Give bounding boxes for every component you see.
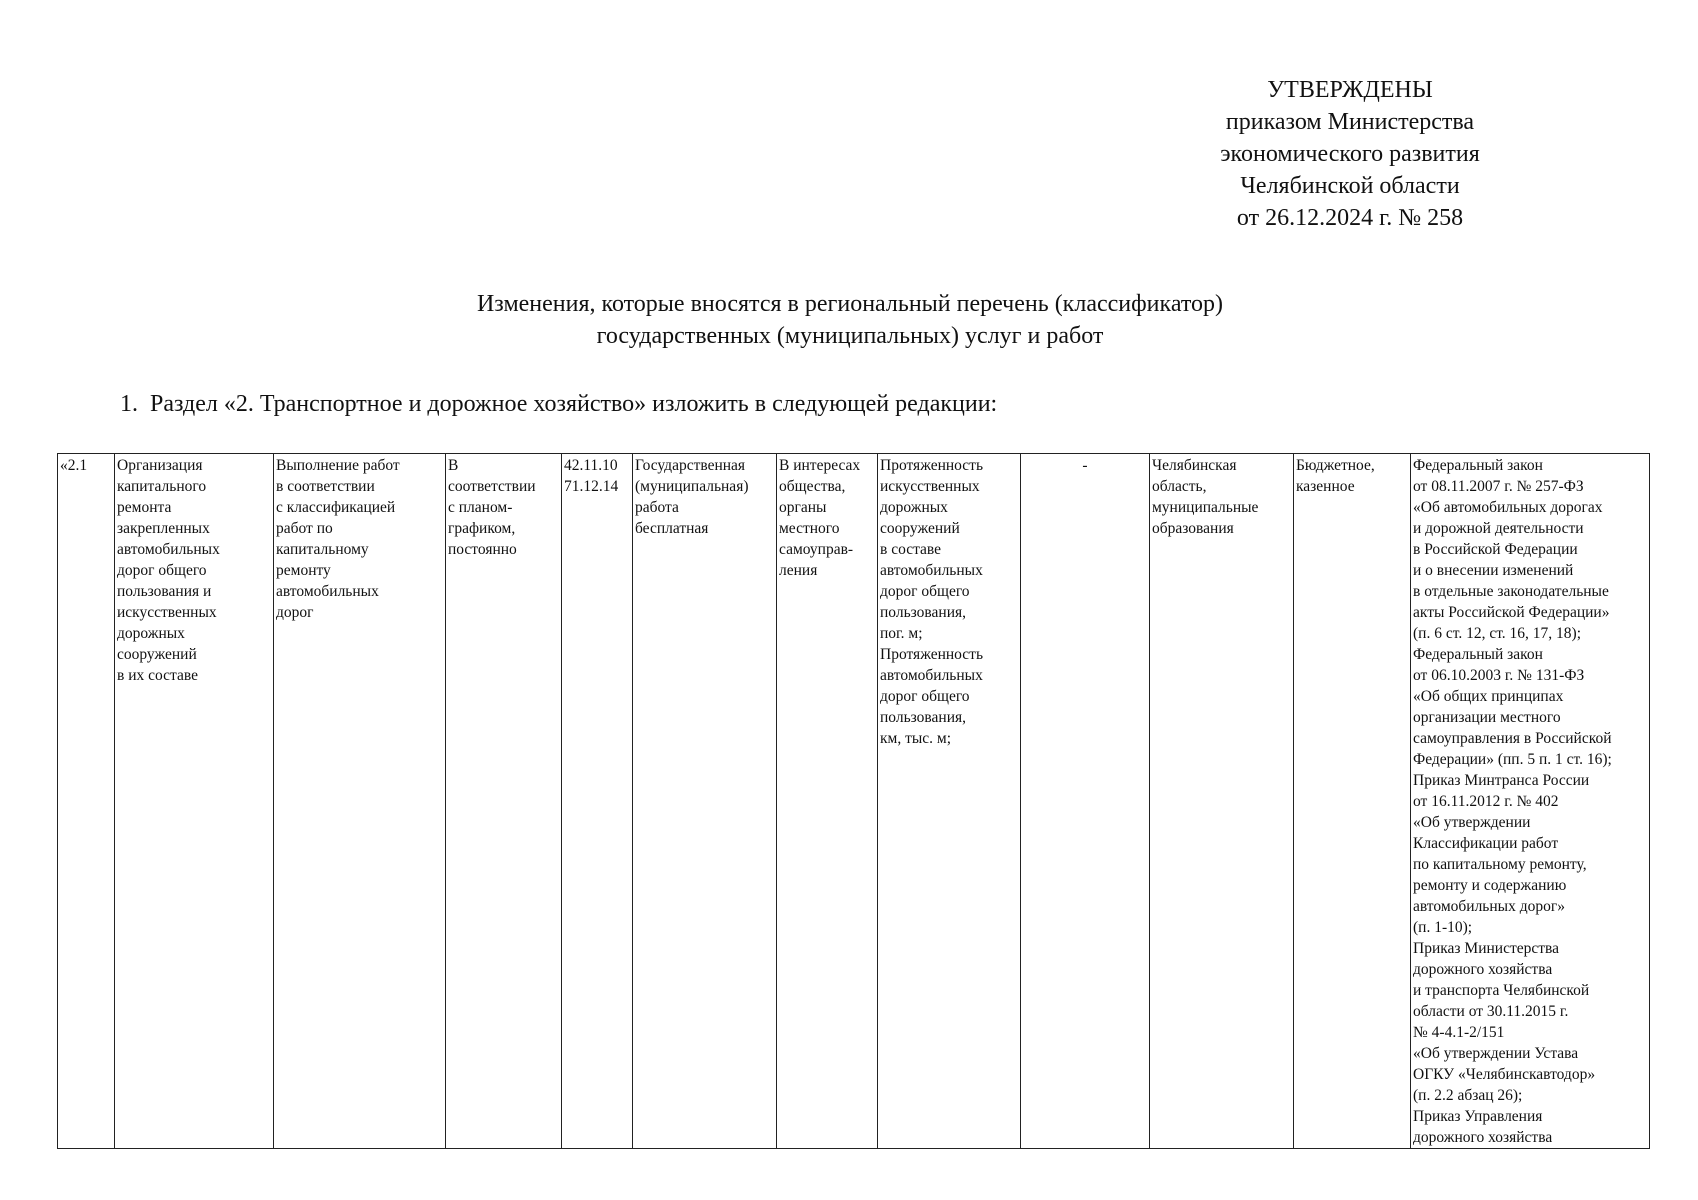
- approval-line: от 26.12.2024 г. № 258: [1236, 205, 1464, 231]
- cell-line: ОГКУ «Челябинскавтодор»: [1413, 1066, 1596, 1083]
- cell-consumers: [777, 454, 878, 1149]
- cell-line: по капитальному ремонту,: [1413, 856, 1587, 873]
- cell-line: бесплатная: [635, 520, 709, 537]
- cell-line: автомобильных: [880, 667, 983, 684]
- cell-periodicity: [446, 454, 562, 1149]
- cell-line: сооружений: [117, 646, 197, 663]
- cell-line: № 4-4.1-2/151: [1413, 1024, 1505, 1041]
- cell-line: (п. 2.2 абзац 26);: [1413, 1087, 1523, 1104]
- cell-line: 42.11.10: [564, 457, 618, 474]
- cell-line: Протяженность: [880, 646, 984, 663]
- cell-founder: [1150, 454, 1294, 1149]
- cell-line: в соответствии: [276, 478, 375, 495]
- cell-line: с классификацией: [276, 499, 396, 516]
- cell-line: пользования и: [117, 583, 212, 600]
- cell-line: органы: [779, 499, 827, 516]
- cell-line: организации местного: [1413, 709, 1561, 726]
- cell-line: от 16.11.2012 г. № 402: [1413, 793, 1559, 810]
- cell-line: Приказ Министерства: [1413, 940, 1560, 957]
- cell-content: [274, 454, 446, 1149]
- cell-line: работа: [635, 499, 679, 516]
- cell-line: местного: [779, 520, 840, 537]
- cell-line: от 06.10.2003 г. № 131-ФЗ: [1413, 667, 1585, 684]
- cell-line: дорожных: [117, 625, 185, 642]
- cell-line: образования: [1152, 520, 1234, 537]
- section-item: [120, 388, 997, 420]
- cell-line: дорожных: [880, 499, 948, 516]
- section-number: 1.: [120, 391, 138, 417]
- cell-line: самоуправ-: [779, 541, 854, 558]
- approval-line: УТВЕРЖДЕНЫ: [1267, 77, 1433, 103]
- cell-line: Федерации» (пп. 5 п. 1 ст. 16);: [1413, 751, 1612, 768]
- cell-line: Выполнение работ: [276, 457, 400, 474]
- cell-line: пог. м;: [880, 625, 923, 642]
- cell-line: закрепленных: [117, 520, 210, 537]
- cell-line: казенное: [1296, 478, 1355, 495]
- cell-line: акты Российской Федерации»: [1413, 604, 1610, 621]
- cell-line: автомобильных: [117, 541, 220, 558]
- cell-line: Государственная: [635, 457, 746, 474]
- cell-line: области от 30.11.2015 г.: [1413, 1003, 1569, 1020]
- cell-line: дорог общего: [880, 688, 970, 705]
- cell-line: в составе: [880, 541, 942, 558]
- cell-type: [633, 454, 777, 1149]
- approval-line: экономического развития: [1220, 141, 1480, 167]
- cell-line: «Об автомобильных дорогах: [1413, 499, 1603, 516]
- cell-line: Челябинская: [1152, 457, 1237, 474]
- cell-service-name: [115, 454, 274, 1149]
- cell-line: от 08.11.2007 г. № 257-ФЗ: [1413, 478, 1584, 495]
- cell-line: автомобильных: [880, 562, 983, 579]
- cell-line: ремонту: [276, 562, 331, 579]
- cell-line: 71.12.14: [564, 478, 619, 495]
- approval-line: приказом Министерства: [1225, 109, 1475, 135]
- cell-line: ремонту и содержанию: [1413, 877, 1567, 894]
- cell-code: [58, 454, 115, 1149]
- cell-line: и о внесении изменений: [1413, 562, 1574, 579]
- cell-line: в их составе: [117, 667, 198, 684]
- cell-line: «2.1: [60, 457, 88, 474]
- title-line: государственных (муниципальных) услуг и работ: [596, 323, 1104, 349]
- cell-line: постоянно: [448, 541, 517, 558]
- cell-line: пользования,: [880, 604, 967, 621]
- cell-line: Федеральный закон: [1413, 457, 1543, 474]
- cell-line: дорожного хозяйства: [1413, 1129, 1553, 1146]
- cell-line: и транспорта Челябинской: [1413, 982, 1590, 999]
- cell-volume-indicators: [878, 454, 1021, 1149]
- cell-quality-indicators: [1021, 454, 1150, 1149]
- cell-line: искусственных: [117, 604, 217, 621]
- cell-line: в Российской Федерации: [1413, 541, 1578, 558]
- cell-legal-basis: [1411, 454, 1650, 1149]
- cell-line: Классификации работ: [1413, 835, 1559, 852]
- cell-line: сооружений: [880, 520, 960, 537]
- cell-line: капитальному: [276, 541, 369, 558]
- cell-okved: [562, 454, 633, 1149]
- cell-line: общества,: [779, 478, 846, 495]
- approval-line: Челябинской области: [1240, 173, 1460, 199]
- cell-line: «Об общих принципах: [1413, 688, 1564, 705]
- cell-line: самоуправления в Российской: [1413, 730, 1612, 747]
- cell-line: дорог: [276, 604, 314, 621]
- table-row: [58, 454, 1650, 1149]
- cell-line: область,: [1152, 478, 1207, 495]
- registry-table: [57, 453, 1650, 1149]
- cell-line: графиком,: [448, 520, 516, 537]
- cell-line: Приказ Минтранса России: [1413, 772, 1590, 789]
- cell-line: дорожного хозяйства: [1413, 961, 1553, 978]
- section-text: Раздел «2. Транспортное и дорожное хозяйство» изложить в следующей редакции:: [150, 391, 998, 417]
- cell-line: муниципальные: [1152, 499, 1259, 516]
- cell-line: Федеральный закон: [1413, 646, 1543, 663]
- cell-line: «Об утверждении Устава: [1413, 1045, 1579, 1062]
- cell-line: км, тыс. м;: [880, 730, 952, 747]
- cell-line: автомобильных дорог»: [1413, 898, 1565, 915]
- cell-line: Приказ Управления: [1413, 1108, 1543, 1125]
- cell-line: Организация: [117, 457, 203, 474]
- cell-line: «Об утверждении: [1413, 814, 1531, 831]
- cell-line: соответствии: [448, 478, 536, 495]
- cell-institution-type: [1294, 454, 1411, 1149]
- cell-line: В интересах: [779, 457, 861, 474]
- cell-line: дорог общего: [880, 583, 970, 600]
- cell-line: -: [1082, 457, 1088, 474]
- cell-line: Протяженность: [880, 457, 984, 474]
- document-title: [300, 288, 1400, 352]
- cell-line: искусственных: [880, 478, 980, 495]
- cell-line: ления: [779, 562, 818, 579]
- cell-line: работ по: [276, 520, 333, 537]
- cell-line: Бюджетное,: [1296, 457, 1375, 474]
- cell-line: (муниципальная): [635, 478, 749, 495]
- cell-line: дорог общего: [117, 562, 207, 579]
- cell-line: ремонта: [117, 499, 172, 516]
- cell-line: В: [448, 457, 459, 474]
- cell-line: (п. 6 ст. 12, ст. 16, 17, 18);: [1413, 625, 1582, 642]
- cell-line: (п. 1-10);: [1413, 919, 1473, 936]
- cell-line: и дорожной деятельности: [1413, 520, 1584, 537]
- cell-line: автомобильных: [276, 583, 379, 600]
- approval-block: [1160, 74, 1540, 234]
- cell-line: капитального: [117, 478, 207, 495]
- cell-line: пользования,: [880, 709, 967, 726]
- registry-table-body: [58, 454, 1650, 1149]
- cell-line: с планом-: [448, 499, 513, 516]
- cell-line: в отдельные законодательные: [1413, 583, 1609, 600]
- title-line: Изменения, которые вносятся в региональный перечень (классификатор): [476, 291, 1224, 317]
